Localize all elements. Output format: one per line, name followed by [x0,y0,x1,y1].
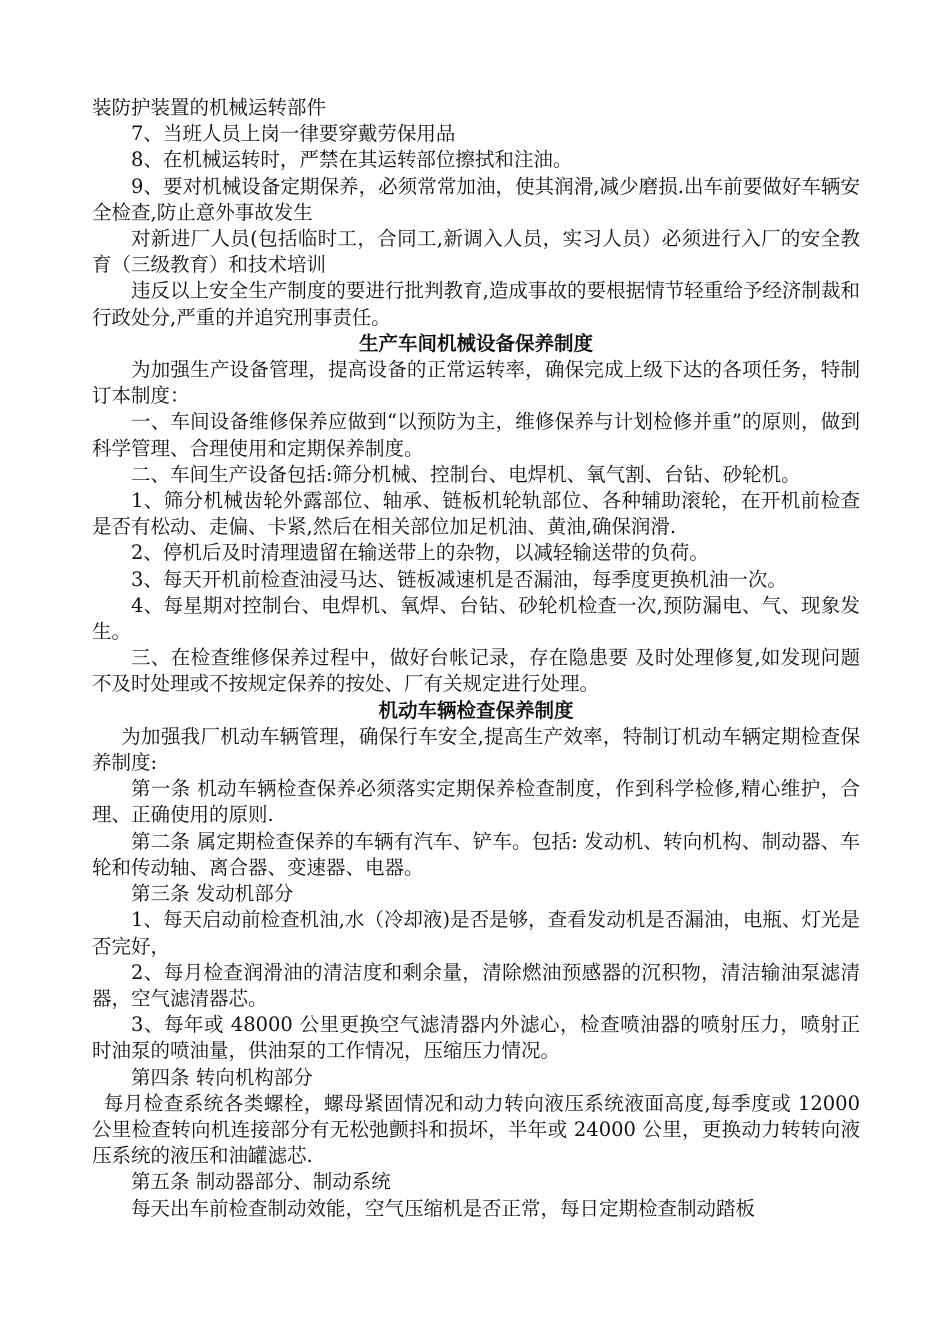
paragraph: 第四条 转向机构部分 [131,1065,313,1089]
paragraph: 第三条 发动机部分 [131,882,294,906]
paragraph: 为加强生产设备管理，提高设备的正常运转率，确保完成上级下达的各项任务，特制订本制度： [92,358,860,408]
paragraph: 9、要对机械设备定期保养，必须常常加油，使其润滑,减少磨损.出车前要做好车辆安全检查,防止意外事故发生 [92,174,860,224]
paragraph: 违反以上安全生产制度的要进行批判教育,造成事故的要根据情节轻重给予经济制裁和行政处分,严重的并追究刑事责任。 [92,279,860,329]
paragraph: 二、车间生产设备包括:筛分机械、控制台、电焊机、氧气割、台钻、砂轮机。 [131,462,801,486]
paragraph: 装防护装置的机械运转部件 [92,96,327,119]
paragraph: 第五条 制动器部分、制动系统 [131,1170,391,1194]
paragraph: 1、每天启动前检查机油,水（冷却液)是否是够，查看发动机是否漏油，电瓶、灯光是否完好， [92,908,860,958]
paragraph: 3、每天开机前检查油浸马达、链板减速机是否漏油，每季度更换机油一次。 [131,567,787,591]
paragraph: 7、当班人员上岗一律要穿戴劳保用品 [131,122,456,146]
paragraph: 4、每星期对控制台、电焊机、氧焊、台钻、砂轮机检查一次,预防漏电、气、现象发生。 [92,593,860,644]
paragraph: 8、在机械运转时，严禁在其运转部位擦拭和注油。 [131,148,573,172]
paragraph: 每天出车前检查制动效能，空气压缩机是否正常，每日定期检查制动踏板 [131,1196,756,1220]
paragraph: 2、停机后及时清理遗留在输送带上的杂物，以减轻输送带的负荷。 [131,541,709,565]
paragraph: 第二条 属定期检查保养的车辆有汽车、铲车。包括: 发动机、转向机构、制动器、车轮和传动轴、离合器、变速器、电器。 [92,829,860,879]
paragraph: 每月检查系统各类螺栓，螺母紧固情况和动力转向液压系统液面高度,每季度或 12000 公里检查转向机连接部分有无松弛颤抖和损坏，半年或 24000 公里，更换动力转转向液压系统的液压和油罐滤芯. [92,1091,860,1168]
section-heading-workshop-maintenance: 生产车间机械设备保养制度 [358,331,593,355]
paragraph: 第一条 机动车辆检查保养必须落实定期保养检查制度，作到科学检修,精心维护，合理、正确使用的原则. [92,777,860,827]
paragraph: 三、在检查维修保养过程中，做好台帐记录，存在隐患要 及时处理修复,如发现问题不及时处理或不按规定保养的按处、厂有关规定进行处理。 [92,646,860,696]
paragraph: 2、每月检查润滑油的清洁度和剩余量，清除燃油预感器的沉积物，清洁输油泵滤清器，空气滤清器芯。 [92,960,860,1010]
section-heading-vehicle-inspection: 机动车辆检查保养制度 [378,698,574,722]
paragraph: 为加强我厂机动车辆管理，确保行车安全,提高生产效率，特制订机动车辆定期检查保养制度: [92,724,860,775]
paragraph: 对新进厂人员(包括临时工，合同工,新调入人员，实习人员）必须进行入厂的安全教育（三级教育）和技术培训 [92,227,860,277]
document-page [92,95,860,1222]
paragraph: 一、车间设备维修保养应做到“以预防为主，维修保养与计划检修并重”的原则，做到科学管理、合理使用和定期保养制度。 [92,410,860,460]
paragraph: 1、筛分机械齿轮外露部位、轴承、链板机轮轨部位、各种辅助滚轮，在开机前检查是否有松动、走偏、卡紧,然后在相关部位加足机油、黄油,确保润滑. [92,489,860,539]
paragraph: 3、每年或 48000 公里更换空气滤清器内外滤心，检查喷油器的喷射压力，喷射正时油泵的喷油量，供油泵的工作情况，压缩压力情况。 [92,1013,860,1063]
